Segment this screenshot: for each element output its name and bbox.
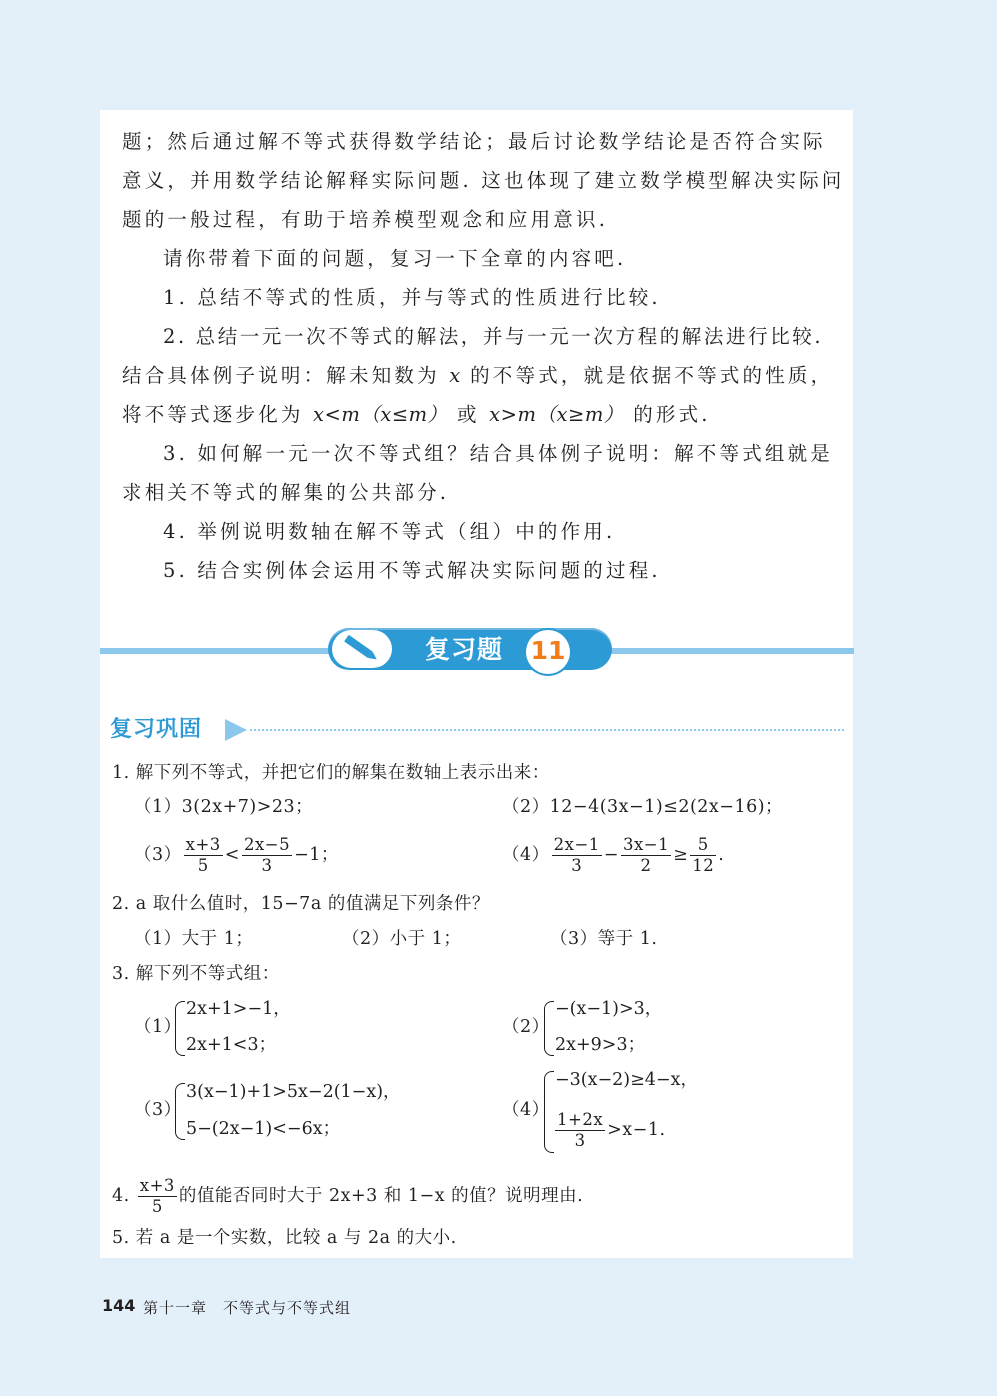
- page-number: 144: [102, 1296, 136, 1315]
- exercise-3-part-2-line-2: 2x+9>3；: [555, 1035, 646, 1055]
- exercise-3-part-2-label: （2）: [502, 1017, 550, 1037]
- banner-number: 11: [526, 630, 570, 674]
- exercise-2-part-2: （2）小于 1；: [342, 929, 462, 949]
- exercise-1-title: 1. 解下列不等式，并把它们的解集在数轴上表示出来：: [112, 763, 550, 783]
- exercise-3-part-3-label: （3）: [134, 1100, 182, 1120]
- exercise-1-part-3: （3） $\frac{x+3}{5}$ < $\frac{2x-5}{3}$ −1；: [134, 835, 339, 875]
- review-question-4: 4. 举例说明数轴在解不等式（组）中的作用.: [163, 520, 616, 543]
- exercise-3-part-1-line-1: 2x+1>−1，: [186, 999, 291, 1019]
- review-question-2-cont-1: 结合具体例子说明：解未知数为 x 的不等式，就是依据不等式的性质，: [122, 364, 834, 387]
- exercise-2-part-3: （3）等于 1.: [550, 929, 658, 949]
- pencil-icon: [340, 634, 384, 664]
- exercise-3-part-4-line-2: $\frac{1+2x}{3}$ >x−1.: [557, 1110, 666, 1150]
- review-question-2-cont-2: 将不等式逐步化为 x<m（x≤m） 或 x>m（x≥m） 的形式.: [122, 403, 711, 426]
- system-brace: [544, 1001, 554, 1056]
- review-question-3: 3. 如何解一元一次不等式组？结合具体例子说明：解不等式组就是: [163, 442, 834, 465]
- exercise-3-part-3-line-1: 3(x−1)+1>5x−2(1−x)，: [186, 1082, 401, 1102]
- exercise-3-part-1-line-2: 2x+1<3；: [186, 1035, 277, 1055]
- exercise-2-title: 2. a 取什么值时，15−7a 的值满足下列条件？: [112, 894, 490, 914]
- section-dotted-line: [250, 729, 844, 731]
- review-question-3-cont: 求相关不等式的解集的公共部分.: [122, 481, 450, 504]
- section-arrow-icon: [225, 719, 247, 741]
- exercise-1-part-1: （1）3(2x+7)>23；: [134, 797, 314, 817]
- exercise-4: 4. $\frac{x+3}{5}$ 的值能否同时大于 2x+3 和 1−x 的值？说明理由.: [112, 1176, 584, 1216]
- system-brace: [175, 1083, 185, 1140]
- intro-line-3: 题的一般过程，有助于培养模型观念和应用意识.: [122, 208, 609, 231]
- chapter-title: 第十一章 不等式与不等式组: [143, 1299, 352, 1317]
- exercise-1-part-4: （4） $\frac{2x-1}{3}$ − $\frac{3x-1}{2}$ ≥ $\frac{5}{12}$ .: [502, 835, 725, 875]
- banner-title: 复习题: [425, 635, 504, 664]
- intro-line-2: 意义，并用数学结论解释实际问题. 这也体现了建立数学模型解决实际问: [122, 169, 845, 192]
- intro-line-1: 题；然后通过解不等式获得数学结论；最后讨论数学结论是否符合实际: [122, 130, 826, 153]
- exercise-3-title: 3. 解下列不等式组：: [112, 964, 280, 984]
- review-question-2: 2. 总结一元一次不等式的解法，并与一元一次方程的解法进行比较.: [163, 325, 824, 348]
- exercise-3-part-4-line-1: −3(x−2)≥4−x，: [555, 1070, 698, 1090]
- exercise-3-part-3-line-2: 5−(2x−1)<−6x；: [186, 1119, 341, 1139]
- exercise-2-part-1: （1）大于 1；: [134, 929, 254, 949]
- exercise-3-part-1-label: （1）: [134, 1017, 182, 1037]
- system-brace: [175, 1001, 185, 1056]
- review-question-5: 5. 结合实例体会运用不等式解决实际问题的过程.: [163, 559, 661, 582]
- exercise-3-part-2-line-1: −(x−1)>3，: [555, 999, 663, 1019]
- section-title: 复习巩固: [110, 717, 203, 742]
- exercise-5: 5. 若 a 是一个实数，比较 a 与 2a 的大小.: [112, 1228, 457, 1248]
- intro-line-4: 请你带着下面的问题，复习一下全章的内容吧.: [163, 247, 627, 270]
- exercise-3-part-4-label: （4）: [502, 1100, 550, 1120]
- review-question-1: 1. 总结不等式的性质，并与等式的性质进行比较.: [163, 286, 661, 309]
- exercise-1-part-2: （2）12−4(3x−1)≤2(2x−16)；: [502, 797, 784, 817]
- exercise-panel: [100, 654, 853, 1258]
